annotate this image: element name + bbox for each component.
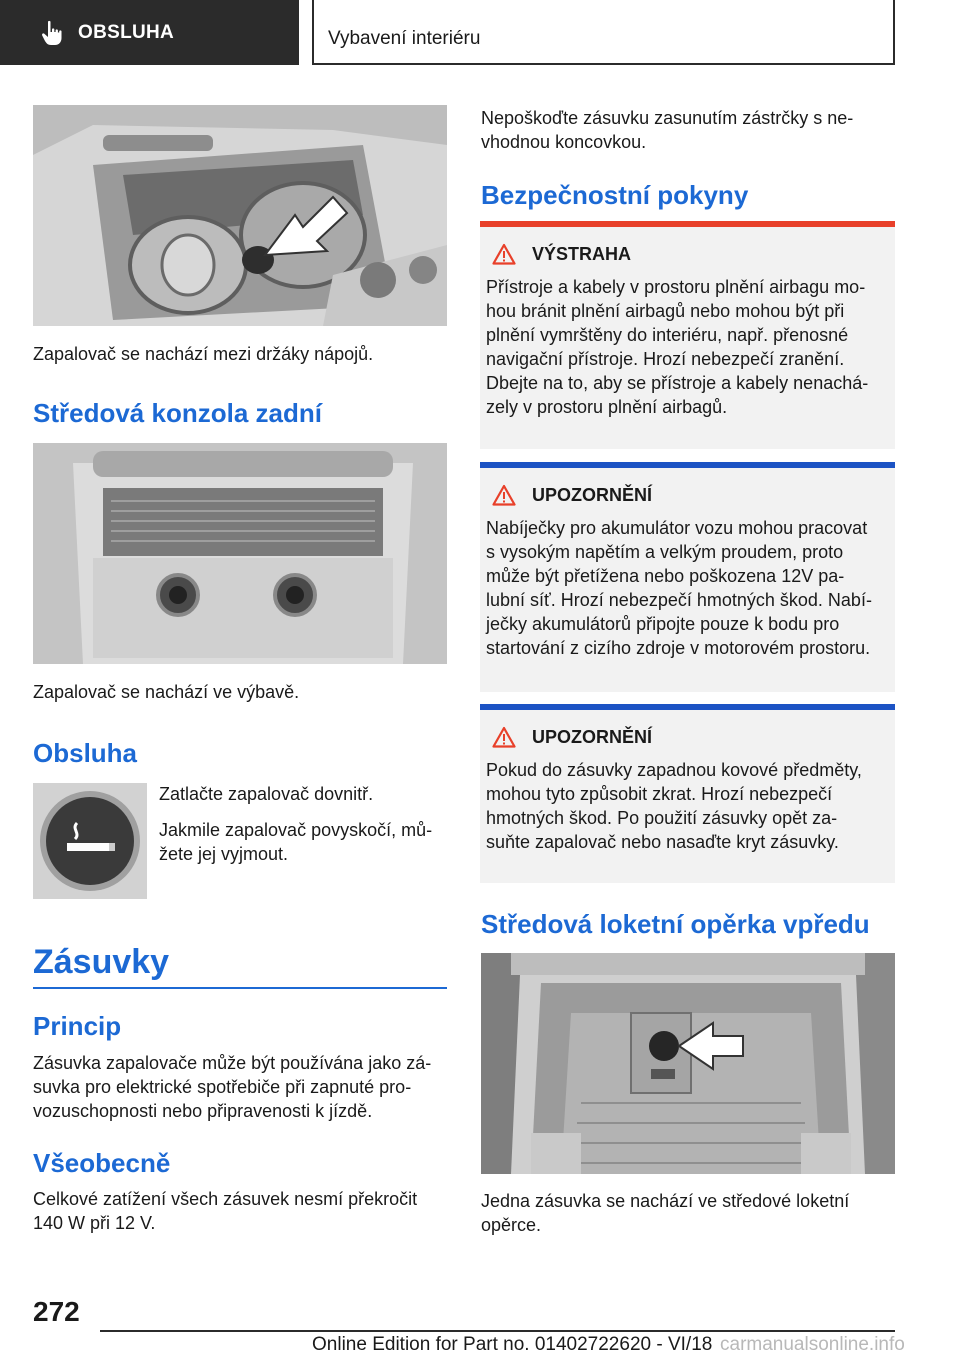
intro-line-2: vhodnou koncovkou.	[481, 132, 647, 152]
general-line-1: Celkové zatížení všech zásuvek nesmí překročit	[33, 1189, 418, 1209]
heading-divider	[33, 987, 447, 989]
notice-bar	[480, 704, 895, 710]
operation-step-2-line1: Jakmile zapalovač povyskočí, mů-	[159, 820, 433, 840]
notice-text-line: hmotných škod. Po použití zásuvky opět za-	[486, 808, 838, 828]
figure-cupholder-lighter	[33, 105, 447, 326]
notice-text-line: s vysokým napětím a velkým proudem, proto	[486, 542, 844, 562]
notice-bar	[480, 462, 895, 468]
warning-box	[480, 221, 895, 449]
warning-text-line: Přístroje a kabely v prostoru plnění airbagu mo-	[486, 277, 866, 297]
notice-title: UPOZORNĚNÍ	[532, 484, 653, 505]
heading-general: Všeobecně	[33, 1148, 171, 1178]
heading-rear-console: Středová konzola zadní	[33, 398, 322, 428]
notice-text-line: Pokud do zásuvky zapadnou kovové předměty,	[486, 760, 862, 780]
operation-step-1: Zatlačte zapalovač dovnitř.	[159, 784, 374, 804]
warning-bar	[480, 221, 895, 227]
notice-text-line: Nabíječky pro akumulátor vozu mohou pracovat	[486, 518, 868, 538]
warning-text-line: navigační přístroje. Hrozí nebezpečí zranění.	[486, 349, 845, 369]
subsection-title: Vybavení interiéru	[312, 0, 895, 65]
warning-triangle-icon	[492, 484, 516, 506]
warning-text-line: zely v prostoru plnění airbagů.	[486, 397, 728, 417]
figure-caption: Zapalovač se nachází ve výbavě.	[33, 682, 300, 702]
warning-text-line: hou bránit plnění airbagů nebo mohou být při	[486, 301, 845, 321]
principle-line-3: vozuschopnosti nebo připravenosti k jízdě.	[33, 1101, 373, 1121]
general-line-2: 140 W při 12 V.	[33, 1213, 156, 1233]
intro-line-1: Nepoškoďte zásuvku zasunutím zástrčky s ne-	[481, 108, 854, 128]
footer-edition: Online Edition for Part no. 01402722620 - VI/18	[312, 1334, 713, 1355]
operation-step-2-line2: žete jej vyjmout.	[159, 844, 289, 864]
section-tab	[0, 0, 299, 65]
page-number: 272	[33, 1296, 80, 1327]
notice-title: UPOZORNĚNÍ	[532, 726, 653, 747]
section-title: OBSLUHA	[78, 21, 175, 43]
hand-pointer-icon	[40, 20, 64, 46]
notice-text-line: startování z cizího zdroje v motorovém prostoru.	[486, 638, 871, 658]
heading-safety: Bezpečnostní pokyny	[481, 180, 749, 210]
heading-sockets: Zásuvky	[33, 943, 170, 981]
heading-operation: Obsluha	[33, 738, 138, 768]
notice-text-line: může být přetížena nebo poškozena 12V pa-	[486, 566, 845, 586]
figure-rear-console	[33, 443, 447, 664]
warning-triangle-icon	[492, 243, 516, 265]
notice-text-line: lubní síť. Hrozí nebezpečí hmotných škod. Nabí-	[486, 590, 872, 610]
figure-front-armrest	[481, 953, 895, 1174]
warning-text-line: plnění vymrštěny do interiéru, např. přenosné	[486, 325, 849, 345]
figure-caption-line-1: Jedna zásuvka se nachází ve středové loketní	[481, 1191, 850, 1211]
principle-line-2: suvka pro elektrické spotřebiče při zapnuté pro-	[33, 1077, 412, 1097]
figure-caption-line-2: opěrce.	[481, 1215, 542, 1235]
notice-box	[480, 704, 895, 883]
footer-rule	[100, 1330, 895, 1332]
footer-watermark: carmanualsonline.info	[720, 1334, 905, 1355]
notice-text-line: suňte zapalovač nebo nasaďte kryt zásuvky.	[486, 832, 839, 852]
figure-caption: Zapalovač se nachází mezi držáky nápojů.	[33, 344, 374, 364]
principle-line-1: Zásuvka zapalovače může být používána jako zá-	[33, 1053, 432, 1073]
warning-title: VÝSTRAHA	[532, 243, 632, 264]
warning-triangle-icon	[492, 726, 516, 748]
notice-text-line: ječky akumulátorů připojte pouze k bodu pro	[486, 614, 840, 634]
warning-text-line: Dbejte na to, aby se přístroje a kabely nenachá-	[486, 373, 869, 393]
notice-box	[480, 462, 895, 692]
lighter-button-image	[33, 783, 147, 899]
heading-principle: Princip	[33, 1011, 122, 1041]
heading-front-armrest: Středová loketní opěrka vpředu	[481, 909, 870, 939]
notice-text-line: mohou tyto způsobit zkrat. Hrozí nebezpečí	[486, 784, 833, 804]
